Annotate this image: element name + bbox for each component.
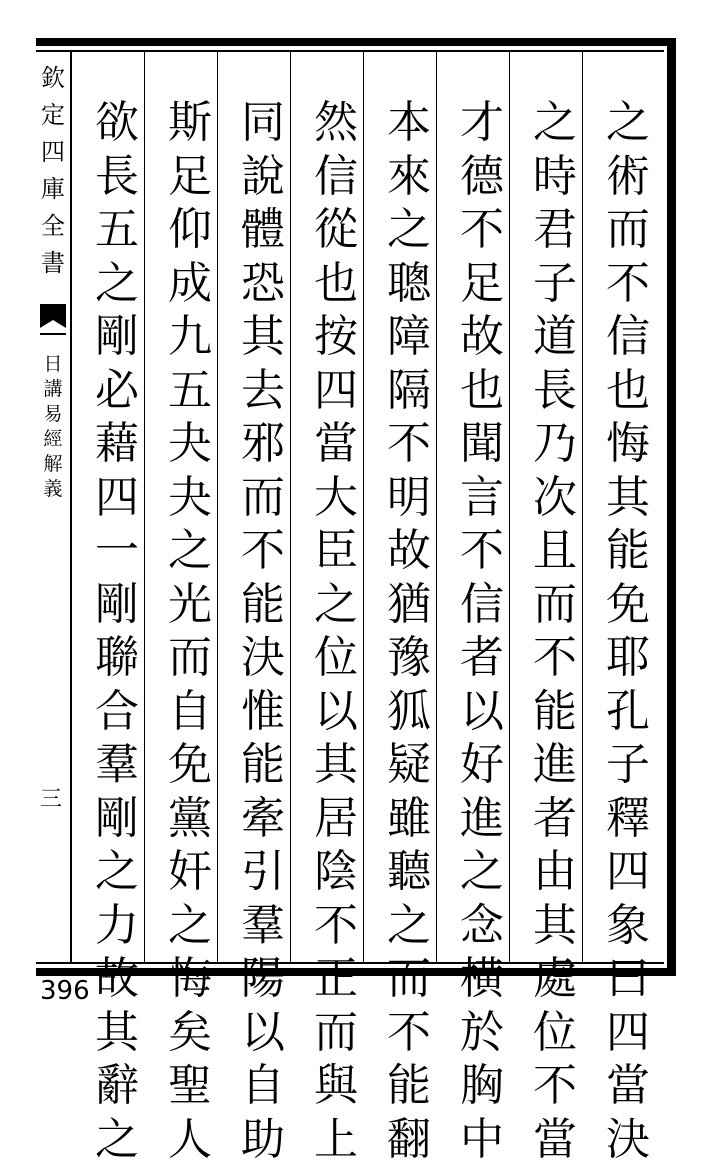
text-char: 故 xyxy=(387,524,431,578)
text-char: 以 xyxy=(241,1006,285,1060)
text-char: 釋 xyxy=(606,792,650,846)
text-char: 矣 xyxy=(168,1006,212,1060)
text-char: 不 xyxy=(533,1059,577,1113)
text-char: 惟 xyxy=(241,685,285,739)
text-char: 進 xyxy=(533,738,577,792)
text-char: 足 xyxy=(460,257,504,311)
text-char: 陽 xyxy=(241,952,285,1006)
text-char: 象 xyxy=(606,899,650,953)
text-char: 能 xyxy=(606,524,650,578)
text-char: 翻 xyxy=(387,1113,431,1166)
text-char: 之 xyxy=(606,96,650,150)
margin-char: 欽 xyxy=(41,60,65,97)
text-char: 曰 xyxy=(606,952,650,1006)
text-char: 處 xyxy=(533,952,577,1006)
text-char: 陰 xyxy=(314,845,358,899)
text-column xyxy=(596,96,660,1166)
text-char: 其 xyxy=(606,471,650,525)
text-char: 能 xyxy=(533,685,577,739)
text-char: 不 xyxy=(460,524,504,578)
text-char: 四 xyxy=(606,845,650,899)
margin-char: 義 xyxy=(43,477,62,502)
text-char: 四 xyxy=(606,1006,650,1060)
text-char: 四 xyxy=(314,364,358,418)
margin-char: 庫 xyxy=(41,171,65,208)
text-char: 故 xyxy=(95,952,139,1006)
text-char: 由 xyxy=(533,845,577,899)
text-char: 位 xyxy=(533,1006,577,1060)
margin-char: 全 xyxy=(41,208,65,245)
text-char: 耶 xyxy=(606,631,650,685)
text-char: 牽 xyxy=(241,792,285,846)
text-char: 五 xyxy=(95,203,139,257)
text-char: 之 xyxy=(168,524,212,578)
margin-char: 四 xyxy=(41,134,65,171)
text-char: 免 xyxy=(168,738,212,792)
text-char: 而 xyxy=(168,631,212,685)
text-char: 不 xyxy=(241,524,285,578)
text-char: 隔 xyxy=(387,364,431,418)
text-char: 上 xyxy=(314,1113,358,1166)
text-char: 狐 xyxy=(387,685,431,739)
text-char: 光 xyxy=(168,578,212,632)
margin-char: 書 xyxy=(41,245,65,282)
text-char: 助 xyxy=(241,1113,285,1166)
text-char: 能 xyxy=(387,1059,431,1113)
text-char: 合 xyxy=(95,685,139,739)
text-char: 辭 xyxy=(95,1059,139,1113)
text-char: 之 xyxy=(95,1113,139,1166)
text-char: 位 xyxy=(314,631,358,685)
text-char: 聽 xyxy=(387,845,431,899)
margin-char: 易 xyxy=(43,402,62,427)
text-char: 不 xyxy=(387,1006,431,1060)
fishtail-mark-icon xyxy=(36,302,70,336)
margin-folio: 三 xyxy=(40,782,62,813)
text-char: 夬 xyxy=(168,417,212,471)
text-char: 奸 xyxy=(168,845,212,899)
text-char: 而 xyxy=(387,952,431,1006)
margin-char: 日 xyxy=(43,352,62,377)
inner-top-rule xyxy=(36,50,664,52)
text-char: 當 xyxy=(533,1113,577,1166)
text-char: 而 xyxy=(606,203,650,257)
margin-char: 解 xyxy=(43,452,62,477)
text-char: 九 xyxy=(168,310,212,364)
text-char: 長 xyxy=(95,150,139,204)
text-char: 夬 xyxy=(168,471,212,525)
text-char: 當 xyxy=(314,417,358,471)
text-char: 正 xyxy=(314,952,358,1006)
text-char: 聖 xyxy=(168,1059,212,1113)
text-char: 剛 xyxy=(95,310,139,364)
text-char: 說 xyxy=(241,150,285,204)
text-char: 本 xyxy=(387,96,431,150)
text-char: 五 xyxy=(168,364,212,418)
text-column xyxy=(231,96,295,1166)
text-char: 聰 xyxy=(387,257,431,311)
text-char: 明 xyxy=(387,471,431,525)
text-char: 之 xyxy=(168,899,212,953)
frame-right-border xyxy=(667,38,676,976)
text-char: 免 xyxy=(606,578,650,632)
text-char: 道 xyxy=(533,310,577,364)
margin-section-title xyxy=(38,352,68,502)
text-char: 疑 xyxy=(387,738,431,792)
text-char: 才 xyxy=(460,96,504,150)
text-char: 大 xyxy=(314,471,358,525)
text-char: 之 xyxy=(95,845,139,899)
text-char: 藉 xyxy=(95,417,139,471)
text-char: 之 xyxy=(387,899,431,953)
text-char: 居 xyxy=(314,792,358,846)
text-char: 且 xyxy=(533,524,577,578)
text-column xyxy=(523,96,587,1166)
text-char: 以 xyxy=(460,685,504,739)
text-char: 胸 xyxy=(460,1059,504,1113)
text-char: 仰 xyxy=(168,203,212,257)
text-char: 也 xyxy=(314,257,358,311)
text-char: 言 xyxy=(460,471,504,525)
text-char: 之 xyxy=(387,203,431,257)
text-char: 之 xyxy=(460,845,504,899)
text-char: 不 xyxy=(533,631,577,685)
text-char: 自 xyxy=(168,685,212,739)
text-char: 當 xyxy=(606,1059,650,1113)
margin-rule xyxy=(70,50,72,964)
text-char: 次 xyxy=(533,471,577,525)
text-char: 恐 xyxy=(241,257,285,311)
text-char: 之 xyxy=(314,578,358,632)
text-char: 聯 xyxy=(95,631,139,685)
text-char: 悔 xyxy=(168,952,212,1006)
text-char: 横 xyxy=(460,952,504,1006)
text-char: 成 xyxy=(168,257,212,311)
text-char: 進 xyxy=(460,792,504,846)
text-column xyxy=(85,96,149,1166)
text-char: 決 xyxy=(241,631,285,685)
text-char: 來 xyxy=(387,150,431,204)
text-char: 君 xyxy=(533,203,577,257)
text-char: 以 xyxy=(314,685,358,739)
text-char: 術 xyxy=(606,150,650,204)
text-char: 四 xyxy=(95,471,139,525)
text-char: 其 xyxy=(314,738,358,792)
text-char: 雖 xyxy=(387,792,431,846)
text-char: 乃 xyxy=(533,417,577,471)
text-char: 信 xyxy=(460,578,504,632)
text-column xyxy=(450,96,514,1166)
text-char: 不 xyxy=(460,203,504,257)
text-char: 必 xyxy=(95,364,139,418)
text-char: 同 xyxy=(241,96,285,150)
text-char: 信 xyxy=(606,310,650,364)
text-char: 剛 xyxy=(95,792,139,846)
text-char: 引 xyxy=(241,845,285,899)
text-char: 念 xyxy=(460,899,504,953)
text-char: 聞 xyxy=(460,417,504,471)
text-char: 人 xyxy=(168,1113,212,1166)
text-column xyxy=(377,96,441,1166)
text-char: 不 xyxy=(606,257,650,311)
text-char: 臣 xyxy=(314,524,358,578)
text-char: 邪 xyxy=(241,417,285,471)
text-char: 能 xyxy=(241,738,285,792)
text-char: 剛 xyxy=(95,578,139,632)
text-char: 欲 xyxy=(95,96,139,150)
text-char: 羣 xyxy=(241,899,285,953)
text-char: 子 xyxy=(533,257,577,311)
text-char: 其 xyxy=(533,899,577,953)
margin-char: 講 xyxy=(43,377,62,402)
text-char: 於 xyxy=(460,1006,504,1060)
text-char: 者 xyxy=(460,631,504,685)
margin-book-title xyxy=(38,60,68,282)
text-char: 長 xyxy=(533,364,577,418)
text-char: 也 xyxy=(606,364,650,418)
text-char: 悔 xyxy=(606,417,650,471)
text-char: 也 xyxy=(460,364,504,418)
text-char: 德 xyxy=(460,150,504,204)
text-char: 信 xyxy=(314,150,358,204)
text-char: 豫 xyxy=(387,631,431,685)
text-char: 決 xyxy=(606,1113,650,1166)
text-char: 而 xyxy=(241,471,285,525)
text-char: 障 xyxy=(387,310,431,364)
text-char: 之 xyxy=(533,96,577,150)
text-char: 者 xyxy=(533,792,577,846)
margin-char: 定 xyxy=(41,97,65,134)
frame-top-border xyxy=(36,38,676,46)
text-char: 其 xyxy=(241,310,285,364)
text-char: 羣 xyxy=(95,738,139,792)
text-char: 故 xyxy=(460,310,504,364)
text-column xyxy=(304,96,368,1166)
margin-char: 經 xyxy=(43,427,62,452)
text-char: 之 xyxy=(95,257,139,311)
text-char: 好 xyxy=(460,738,504,792)
text-char: 孔 xyxy=(606,685,650,739)
text-char: 從 xyxy=(314,203,358,257)
text-char: 能 xyxy=(241,578,285,632)
text-char: 其 xyxy=(95,1006,139,1060)
text-char: 與 xyxy=(314,1059,358,1113)
text-char: 黨 xyxy=(168,792,212,846)
text-char: 不 xyxy=(387,417,431,471)
text-char: 然 xyxy=(314,96,358,150)
text-char: 自 xyxy=(241,1059,285,1113)
text-char: 而 xyxy=(314,1006,358,1060)
text-char: 一 xyxy=(95,524,139,578)
text-char: 子 xyxy=(606,738,650,792)
page-number: 396 xyxy=(40,976,90,1006)
text-char: 時 xyxy=(533,150,577,204)
text-char: 中 xyxy=(460,1113,504,1166)
text-column xyxy=(158,96,222,1166)
text-char: 不 xyxy=(314,899,358,953)
text-char: 足 xyxy=(168,150,212,204)
text-char: 斯 xyxy=(168,96,212,150)
text-char: 猶 xyxy=(387,578,431,632)
text-char: 按 xyxy=(314,310,358,364)
text-char: 力 xyxy=(95,899,139,953)
text-char: 體 xyxy=(241,203,285,257)
text-char: 而 xyxy=(533,578,577,632)
text-char: 去 xyxy=(241,364,285,418)
